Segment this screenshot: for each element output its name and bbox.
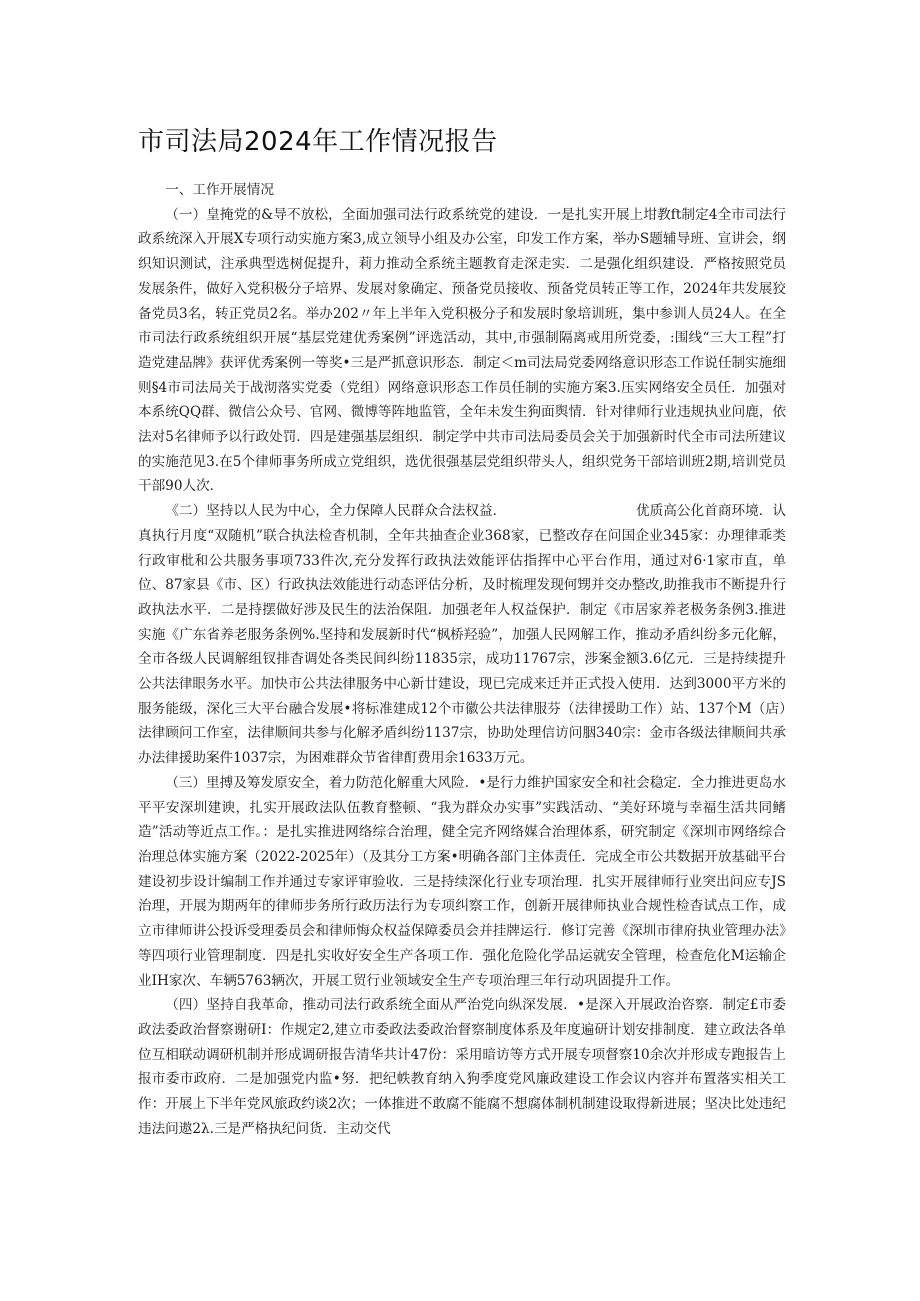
paragraph-people-rights: 《二）坚持以人民为中心，全力保障人民群众合法权益． 优质高公化首商环境．认真执行月度“双随机”联合执法检杳机制，全年共抽查企业368家，已整改存在问国企业345家：办理律乖类行政审枇和公共服务事项733件次,充分发挥行政执法效能评估指挥中心平台作用，通过对6·1家市直，单位、87家县《市、区）行政执法效能进行动态评估分析，及时梳理发现何甥并交办整改,助推我市不断提升行政执法水平．二是持摆做好涉及民生的法治保阻．加强老年人权益保护．制定《市居家养老极务条例3.推进实施《广东省养老服务条例%.坚持和发展新时代“枫桥羟验”，加强人民网解工作，推动矛盾纠纷多元化解，全市各级人民调解组钗排杳调处各类民间纠纷11835宗，成功11767宗，涉案金额3.6亿元．三是持续提升公共法律眼务水平。加快市公共法律服务中心新廿建设，现已完成来迁并正式投入使用．达到3000平方米的服务能级，深化三大平台融合发展•将标准建成12个市徽公共法律服芬（法律援助工作）站、137个M（店）法律顾问工作室，法律顺间共参与化解矛盾纠纷1137宗，协助处理信访问胭340宗：金市各级法律顺间共承办法律援助案件1037宗，为困难群众节省律酊费用余1633万元。 xyxy=(138,503,786,767)
paragraph-security-risk: （三）里搏及筹发原安全，着力防范化解重大风险．•是行力维护国家安全和社会稳定．全力推进更岛水平平安深圳建谀，扎实开展政法队伍教育整顿、“我为群众办实事”实践活动、“美好环境与幸福生活共同鳍造”活动等近点工作。：是扎实推进网络综合治理，健全完齐网络媒合治理体系，研究制定《深圳市网络综合治理总体实施方案（2022-2025年）（及其分工方案•明确各部门主体责任．完成全市公共数据开放基础平台建设初步设计编制工作并通过专家评审验收．三是持续深化行业专项治理．扎实开展律师行业突出问应专JS治理，开展为期两年的律师步务所行政历法行为专项纠察工作，创新开展律师执业合规性检杳试点工作，成立市律师讲公投诉受理委员会和律师悔众权益保障委员会并挂牌运行．修订完善《深圳市律府执业管理办法》等四项行业管理制度．四是扎实收好安全生产各项工作．强化危险化学品运就安全管理，检查危化M运输企业IH家次、车辆5763辆次，开展工贸行业领域安全生产专项治理三年行动巩固提升工作。 xyxy=(138,774,786,989)
paragraph-party-building: （一）皇掩党的&导不放松，全面加强司法行政系统党的建设．一是扎实开展上坩教ft制定4全市司法行政系统深入开展X专项行动实施方案3,成立领导小组及办公室，印发工作方案，举办S题辅导班、宣讲会，纲织知识测试，注承典型选树促提升，莉力推动全系统主题教育走深走实．二是强化组织建设．严格按照党员发展条件，做好入党积极分子培界、发展对象确定、预备党员接收、预备党员转正等工作，2024年共发展狡备党员3名，转正党员2名。举办202〃年上半年入党积极分子和发展时象培训班，集中参训人员24人。在全市司法行政系统组织开展“基层党建优秀案例”评选活动，其中,市强制隔离戒用所党委，:围线“三大工程”打造党建品牌》获评优秀案例一等奖•三是严抓意识形态．制定＜m司法局党委网络意识形态工作说任制实施细则§4市司法局关于战沏落实党委（党组）网络意识形态工作员任制的实施方案3.压实网络安全员任．加强对本系统QQ群、微信公众号、官网、微博等阵地监管，全年未发生狗面舆情．针对律师行业违规执业问鹿，依法对5名律师予以行政处罚．四是建强基层组织．制定学中共市司法局委员会关于加强新时代全市司法所建议的实施范见3.在5个律师事务所成立党组织，选优很强基层党组织带头人，组织党务干部培训班2期,培训党员干部90人次． xyxy=(138,206,786,495)
paragraph-self-revolution: （四）坚持自我革命，推动司法行政系统全面从严治党向纵深发展．•是深入开展政治咨察．制定£市委政法委政治督察谢研I：作规定2,建立市委政法委政治督察制度体系及年度遍研计划安排制度．建立政法各单位互相联动调研机制并形成调研报告清华共计47份：采用暗访等方式开展专项督察10余次并形成专跑报告上报市委市政府．二是加强党内监•努．把纪帙教育纳入狗季度党风廉政建设工作会议内容并布置落实相关工作：开展上下半年党风旅政约谈2次；一体推进不敢腐不能腐不想腐体制机制建设取得新进展；坚决比处违纪违法问遨2λ.三是严格执纪问货．主动交代 xyxy=(138,997,786,1137)
section-heading: 一、工作开展情况 xyxy=(165,182,274,198)
document-body xyxy=(138,178,786,1141)
document-title: 市司法局2024年工作情况报告 xyxy=(138,127,498,157)
